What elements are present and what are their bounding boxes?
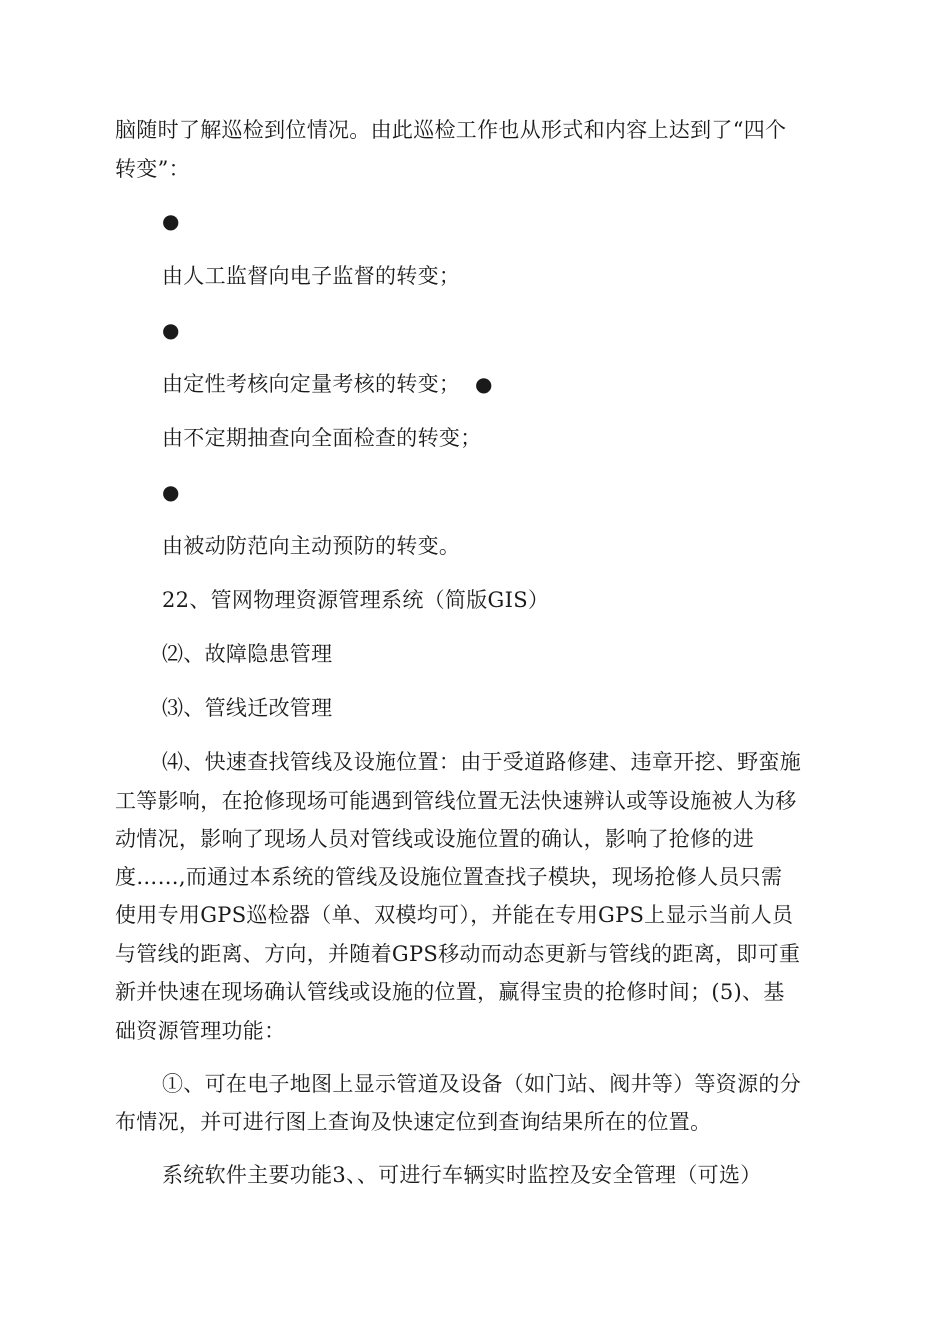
bullet-icon: ● (162, 480, 180, 504)
item-2: ⑵、故障隐患管理 (162, 642, 333, 666)
item-4-line-7: 新并快速在现场确认管线或设施的位置，赢得宝贵的抢修时间；(5)、基 (115, 980, 785, 1004)
intro-line-2: 转变”： (115, 157, 190, 181)
item-4-line-6: 与管线的距离、方向，并随着GPS移动而动态更新与管线的距离，即可重 (115, 942, 801, 966)
item-5-line-1: ①、可在电子地图上显示管道及设备（如门站、阀井等）等资源的分 (162, 1072, 801, 1096)
closing-line: 系统软件主要功能3、、可进行车辆实时监控及安全管理（可选） (162, 1163, 762, 1187)
section-title: 22、管网物理资源管理系统（简版GIS） (162, 588, 550, 612)
item-4-line-4: 度……,而通过本系统的管线及设施位置查找子模块，现场抢修人员只需 (115, 865, 783, 889)
item-4-line-5: 使用专用GPS巡检器（单、双模均可），并能在专用GPS上显示当前人员 (115, 903, 794, 927)
change-item-1: 由人工监督向电子监督的转变； (162, 264, 461, 288)
bullet-icon: ● (162, 209, 180, 233)
change-item-2: 由定性考核向定量考核的转变； (162, 372, 461, 396)
change-item-3: 由不定期抽查向全面检查的转变； (162, 426, 482, 450)
item-4-line-1: ⑷、快速查找管线及设施位置：由于受道路修建、违章开挖、野蛮施 (162, 750, 801, 774)
item-4-line-2: 工等影响，在抢修现场可能遇到管线位置无法快速辨认或等设施被人为移 (115, 789, 797, 813)
item-3: ⑶、管线迁改管理 (162, 696, 333, 720)
change-item-4: 由被动防范向主动预防的转变。 (162, 534, 461, 558)
item-4-line-3: 动情况，影响了现场人员对管线或设施位置的确认，影响了抢修的进 (115, 827, 754, 851)
item-4-line-8: 础资源管理功能： (115, 1019, 286, 1043)
bullet-icon: ● (162, 318, 180, 342)
bullet-icon: ● (475, 372, 493, 396)
intro-line-1: 脑随时了解巡检到位情况。由此巡检工作也从形式和内容上达到了“四个 (115, 118, 787, 142)
item-5-line-2: 布情况，并可进行图上查询及快速定位到查询结果所在的位置。 (115, 1110, 712, 1134)
